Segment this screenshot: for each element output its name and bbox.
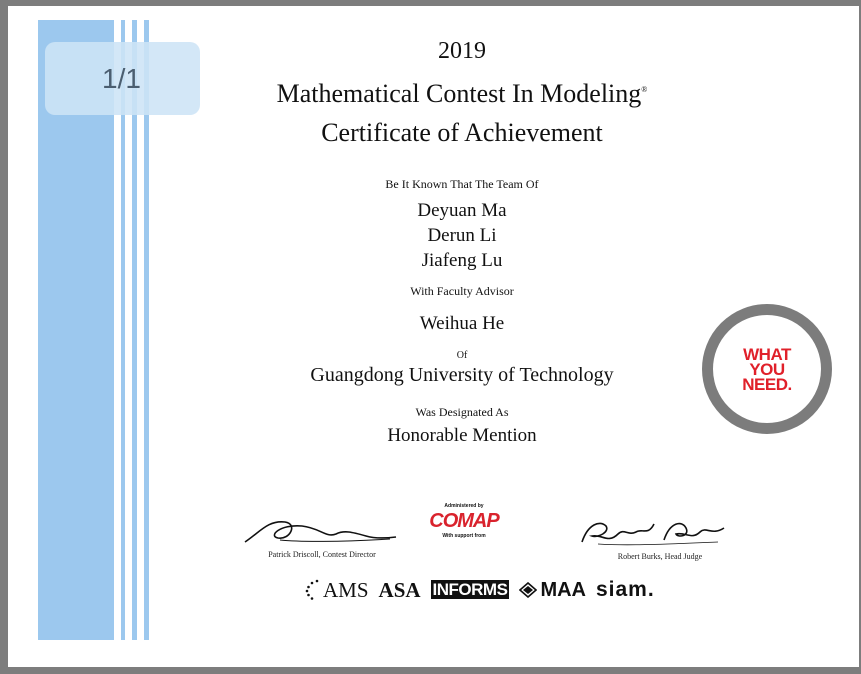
ams-logo — [305, 578, 369, 603]
page-indicator-label: 1/1 — [102, 62, 141, 94]
of-label: Of — [456, 350, 468, 361]
what-you-need-badge[interactable] — [702, 304, 832, 434]
badge-line: WHAT — [743, 344, 791, 364]
siam-logo: siam. — [595, 578, 655, 601]
badge-line: NEED. — [742, 374, 792, 394]
award-name: Honorable Mention — [387, 425, 537, 446]
school-name: Guangdong University of Technology — [310, 364, 614, 386]
director-caption: Patrick Driscoll, Contest Director — [268, 550, 376, 559]
team-member: Deyuan Ma — [417, 200, 507, 221]
registered-mark: ® — [641, 85, 648, 94]
sponsor-logos — [305, 575, 655, 605]
maa-label: MAA — [540, 578, 586, 601]
team-member: Derun Li — [427, 225, 497, 246]
comap-logo: COMAP — [429, 510, 499, 532]
contest-name-text: Mathematical Contest In Modeling — [276, 79, 642, 108]
maa-logo — [519, 579, 586, 602]
support-label: With support from — [442, 533, 486, 539]
contest-year: 2019 — [438, 38, 486, 64]
badge-line: YOU — [749, 359, 785, 379]
administered-label: Administered by — [444, 503, 484, 509]
comap-block — [424, 503, 504, 539]
informs-label: INFORMS — [432, 580, 508, 599]
maa-icon — [519, 582, 537, 598]
ams-arc-icon — [305, 579, 321, 601]
team-member: Jiafeng Lu — [421, 250, 503, 271]
judge-caption: Robert Burks, Head Judge — [617, 552, 703, 561]
informs-logo — [431, 580, 510, 600]
contest-name — [212, 79, 712, 109]
ams-label: AMS — [323, 577, 369, 602]
asa-logo: ASA — [378, 577, 421, 602]
certificate-title: Certificate of Achievement — [321, 118, 603, 147]
judge-signature — [578, 514, 728, 550]
advisor-name: Weihua He — [419, 313, 505, 334]
advisor-label: With Faculty Advisor — [410, 284, 514, 298]
director-signature — [240, 512, 400, 548]
page-indicator[interactable] — [45, 42, 200, 115]
designated-label: Was Designated As — [415, 405, 509, 419]
known-label: Be It Known That The Team Of — [385, 177, 539, 191]
